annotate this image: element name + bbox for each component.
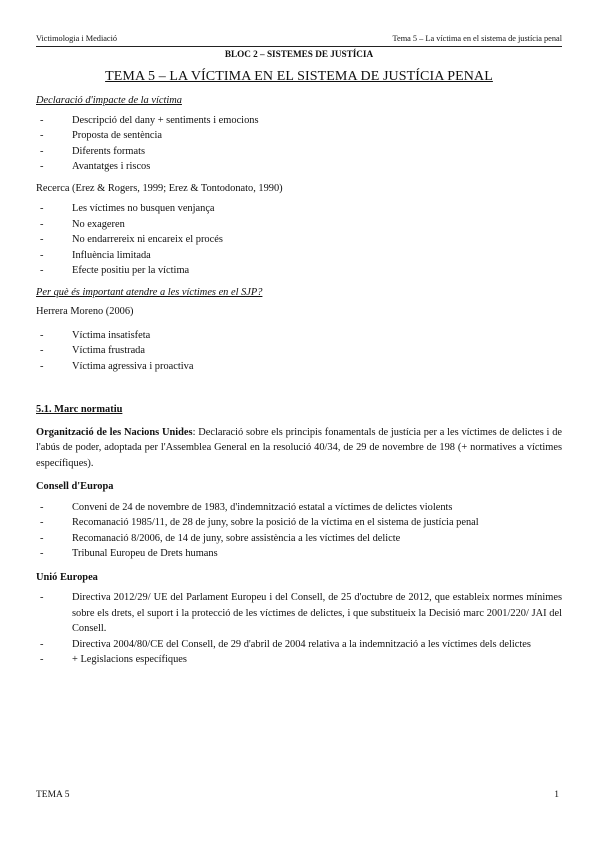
list-item: - No exageren <box>36 217 562 233</box>
bloc-title: BLOC 2 – SISTEMES DE JUSTÍCIA <box>224 49 374 59</box>
author-reference: Herrera Moreno (2006) <box>36 306 134 317</box>
section-heading-importance: Per què és important atendre a les víctimes en el SJP? <box>36 286 263 298</box>
list-item: - Víctima frustrada <box>36 343 562 359</box>
list-item: - + Legislacions específiques <box>36 652 562 668</box>
onu-text: : Declaració sobre els principis fonamentals de justícia per a les víctimes de delictes i de l'abús de poder, adoptada per l'Assemblea General en la resolució 40/34, de 29 de novembre de 198 (+ normatives a víctimes específiques). <box>36 426 562 469</box>
list-item: - Víctima agressiva i proactiva <box>36 359 562 375</box>
consell-list <box>36 500 562 562</box>
list-item: - No endarrereix ni encareix el procés <box>36 232 562 248</box>
header-course-title: Victimologia i Mediació <box>36 34 118 43</box>
list-item: - Tribunal Europeu de Drets humans <box>36 546 562 562</box>
section-heading-marc-normatiu: 5.1. Marc normatiu <box>36 404 123 415</box>
list-item: - Influència limitada <box>36 248 562 264</box>
heading-consell-europa: Consell d'Europa <box>36 481 114 492</box>
list-item: - Proposta de sentència <box>36 128 562 144</box>
list-item: - Les víctimes no busquen venjança <box>36 201 562 217</box>
list-item: - Efecte positiu per la víctima <box>36 263 562 279</box>
list-item: - Avantatges i riscos <box>36 159 562 175</box>
page-content <box>36 48 562 674</box>
list-item: - Conveni de 24 de novembre de 1983, d'indemnització estatal a víctimes de delictes violents <box>36 500 562 516</box>
list-item: - Diferents formats <box>36 144 562 160</box>
list-item: - Descripció del dany + sentiments i emocions <box>36 113 562 129</box>
list-item: - Recomanació 8/2006, de 14 de juny, sobre assistència a les víctimes del delicte <box>36 531 562 547</box>
onu-paragraph <box>36 425 562 472</box>
list-item: - Directiva 2004/80/CE del Consell, de 29 d'abril de 2004 relativa a la indemnització a les víctimes dels delictes <box>36 637 562 653</box>
footer-topic: TEMA 5 <box>36 790 70 800</box>
onu-label: Organització de les Nacions Unides <box>36 426 193 438</box>
heading-unio-europea: Unió Europea <box>36 571 98 583</box>
ue-list <box>36 590 562 668</box>
page-header <box>36 34 562 47</box>
header-topic-title: Tema 5 – La víctima en el sistema de justícia penal <box>392 34 562 43</box>
impact-list <box>36 113 562 175</box>
list-item: - Víctima insatisfeta <box>36 328 562 344</box>
list-item: - Recomanació 1985/11, de 28 de juny, sobre la posició de la víctima en el sistema de justícia penal <box>36 515 562 531</box>
page-number: 1 <box>554 790 559 800</box>
tema-title: TEMA 5 – LA VÍCTIMA EN EL SISTEMA DE JUSTÍCIA PENAL <box>105 69 493 84</box>
research-reference: Recerca (Erez & Rogers, 1999; Erez & Tontodonato, 1990) <box>36 182 283 194</box>
list-item: - Directiva 2012/29/ UE del Parlament Europeu i del Consell, de 25 d'octubre de 2012, que estableix normes mínimes sobre els drets, el suport i la protecció de les víctimes de delictes, i que substitueix la Decisió marc 2001/220/ JAI del Consell. <box>36 590 562 637</box>
research-list <box>36 201 562 279</box>
importance-list <box>36 328 562 375</box>
section-heading-impact: Declaració d'impacte de la víctima <box>36 95 182 106</box>
